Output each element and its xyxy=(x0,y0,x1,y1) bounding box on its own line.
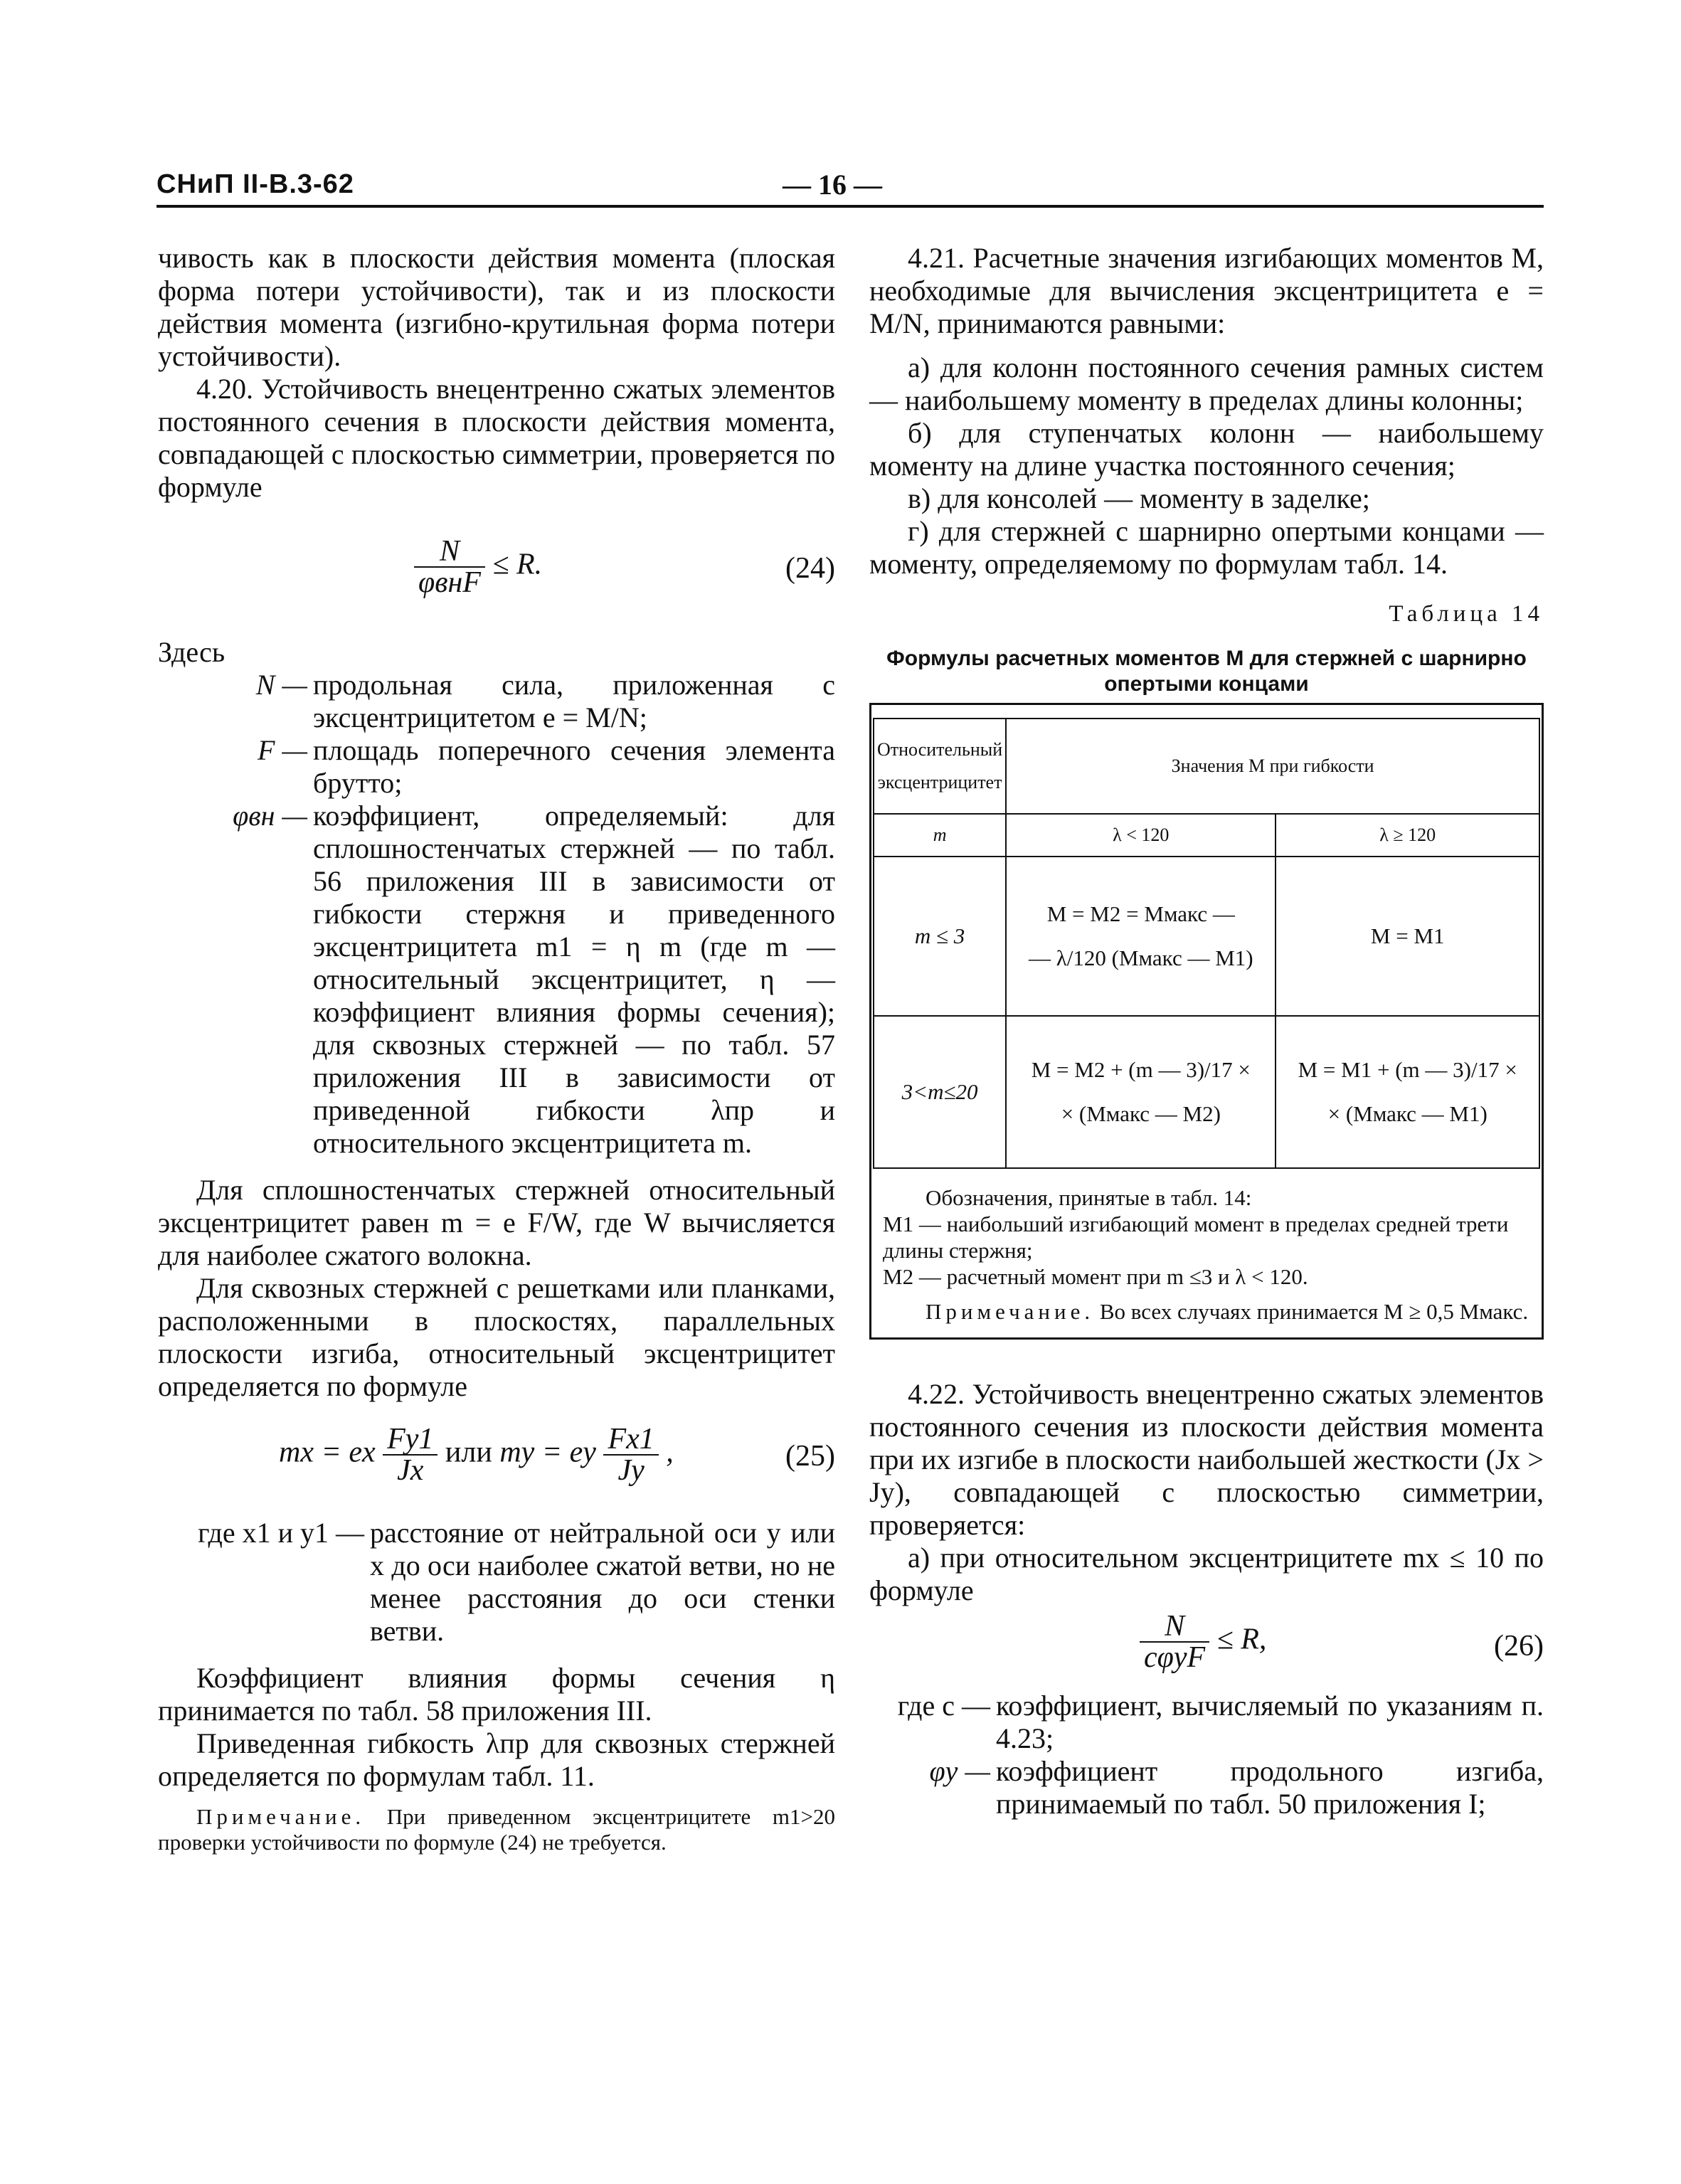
left-column xyxy=(158,242,835,1855)
header-rule xyxy=(157,205,1544,208)
table-header-cell: m xyxy=(874,814,1006,857)
table-caption: Таблица 14 xyxy=(1389,601,1544,627)
table-14 xyxy=(873,718,1540,1169)
definition-key: N — xyxy=(255,669,307,701)
definitions-24 xyxy=(158,636,835,1160)
formula-25-denominator-x: Jx xyxy=(397,1454,424,1487)
definition-text: коэффициент, определяемый: для сплошностенчатых стержней — по табл. 56 приложения III в зависимости от гибкости стержня и приведенного эксцентрицитета m1 = η m (где m — относительный эксцентрицитет, η — коэффициент влияния формы сечения); для сквозных стержней — по табл. 57 приложения III в зависимости от приведенной гибкости λпр и относительного эксцентрицитета m. xyxy=(313,800,835,1159)
table-header-cell: Значения M при гибкости xyxy=(1006,719,1539,814)
definition-key: где c — xyxy=(897,1690,990,1722)
formula-26-fraction xyxy=(1140,1611,1209,1673)
formula-26-denominator: cφyF xyxy=(1144,1641,1206,1674)
formula-25-numerator-x: Fy1 xyxy=(383,1424,438,1456)
table-note: M2 — расчетный момент при m ≤3 и λ < 120. xyxy=(883,1264,1308,1289)
list-item-g: г) для стержней с шарнирно опертыми концами — моменту, определяемому по формулам табл. 14. xyxy=(869,515,1544,580)
formula-25 xyxy=(158,1417,835,1495)
formula-25-or: или xyxy=(445,1436,492,1469)
table-cell-line: × (Mмакс — M1) xyxy=(1327,1101,1488,1126)
formula-24-fraction xyxy=(414,536,485,598)
paragraph-eta: Коэффициент влияния формы сечения η принимается по табл. 58 приложения III. xyxy=(158,1662,835,1727)
table-cell-line: M = M2 + (m — 3)/17 × xyxy=(1031,1057,1251,1082)
definition-c xyxy=(869,1690,1544,1755)
formula-26-number: (26) xyxy=(1494,1630,1544,1663)
formula-25-lhs-x: mx = ex xyxy=(279,1436,376,1469)
formula-24-denominator: φвнF xyxy=(418,566,481,599)
paragraph-lambda: Приведенная гибкость λпр для сквозных стержней определяется по формулам табл. 11. xyxy=(158,1727,835,1792)
table-remark xyxy=(883,1298,1530,1325)
paragraph-intro: чивость как в плоскости действия момента (плоская форма потери устойчивости), так и из плоскости действия момента (изгибно-крутильная форма потери устойчивости). xyxy=(158,242,835,372)
definition-key: F — xyxy=(258,734,307,766)
table-cell: 3<m≤20 xyxy=(874,1016,1006,1168)
table-14-box xyxy=(869,703,1544,1340)
table-header-cell: λ ≥ 120 xyxy=(1276,814,1539,857)
definition-key: φy — xyxy=(929,1755,990,1787)
page-number: — 16 — xyxy=(783,169,882,201)
formula-25-fraction-x xyxy=(383,1424,438,1485)
formula-26-rhs: ≤ R, xyxy=(1216,1623,1267,1656)
table-cell-line: M = M1 + (m — 3)/17 × xyxy=(1298,1057,1517,1082)
table-row xyxy=(874,857,1539,1016)
paragraph-4-21: 4.21. Расчетные значения изгибающих моментов M, необходимые для вычисления эксцентрицитета e = M/N, принимаются равными: xyxy=(869,242,1544,339)
definition-x1-y1 xyxy=(158,1517,835,1648)
definition-text: коэффициент продольного изгиба, принимаемый по табл. 50 приложения I; xyxy=(996,1755,1544,1820)
definition-key: где x1 и y1 — xyxy=(198,1517,364,1549)
table-notes-lead: Обозначения, принятые в табл. 14: xyxy=(926,1185,1252,1210)
table-cell-line: M = M1 xyxy=(1370,923,1445,948)
paragraph-case-a: а) при относительном эксцентрицитете mx ≤ 10 по формуле xyxy=(869,1542,1544,1606)
table-cell-line: × (Mмакс — M2) xyxy=(1061,1101,1221,1126)
table-title: Формулы расчетных моментов M для стержней с шарнирно опертыми концами xyxy=(886,647,1527,696)
definition-text: площадь поперечного сечения элемента брутто; xyxy=(313,734,835,799)
formula-25-end: , xyxy=(666,1436,674,1469)
definition-n xyxy=(158,669,835,734)
definition-f xyxy=(158,734,835,800)
paragraph-solid-rods: Для сплошностенчатых стержней относительный эксцентрицитет равен m = e F/W, где W вычисляется для наиболее сжатого волокна. xyxy=(158,1174,835,1271)
definition-text: коэффициент, вычисляемый по указаниям п. 4.23; xyxy=(996,1690,1544,1754)
table-cell: m ≤ 3 xyxy=(874,857,1006,1016)
table-cell-line: M = M2 = Mмакс — xyxy=(1046,901,1235,926)
formula-24-numerator: N xyxy=(414,536,485,568)
note-24 xyxy=(158,1804,835,1855)
formula-24-rhs: ≤ R. xyxy=(492,548,543,581)
paragraph-4-22: 4.22. Устойчивость внецентренно сжатых элементов постоянного сечения из плоскости действия момента при их изгибе в плоскости наибольшей жесткости (Jx > Jy), совпадающей с плоскостью симметрии, проверяется: xyxy=(869,1378,1544,1541)
table-remark-text: Во всех случаях принимается M ≥ 0,5 Mмакс. xyxy=(1099,1299,1529,1324)
formula-26-numerator: N xyxy=(1140,1611,1209,1643)
list-item-v: в) для консолей — моменту в заделке; xyxy=(908,482,1370,514)
definition-key: φвн — xyxy=(233,800,307,832)
table-row xyxy=(874,1016,1539,1168)
table-notes xyxy=(873,1169,1540,1327)
table-subheader-row xyxy=(874,814,1539,857)
list-item-b: б) для ступенчатых колонн — наибольшему моменту на длине участка постоянного сечения; xyxy=(869,417,1544,482)
table-remark-label: Примечание. xyxy=(926,1299,1095,1324)
definition-phi xyxy=(158,800,835,1160)
formula-25-numerator-y: Fx1 xyxy=(603,1424,658,1456)
formula-24-number: (24) xyxy=(785,552,835,585)
table-cell-line: — λ/120 (Mмакс — M1) xyxy=(1028,945,1253,970)
document-code: СНиП II-В.3-62 xyxy=(157,169,354,199)
right-column xyxy=(869,242,1544,1820)
table-header-cell: λ < 120 xyxy=(1006,814,1276,857)
table-note: M1 — наибольший изгибающий момент в пределах средней трети длины стержня; xyxy=(883,1212,1509,1263)
table-header-row xyxy=(874,719,1539,814)
paragraph-lattice-rods: Для сквозных стержней с решетками или планками, расположенными в плоскостях, параллельных плоскости изгиба, относительный эксцентрицитет определяется по формуле xyxy=(158,1272,835,1402)
table-cell xyxy=(1276,857,1539,1016)
note-label: Примечание. xyxy=(196,1804,366,1829)
formula-25-denominator-y: Jy xyxy=(617,1454,645,1487)
table-cell xyxy=(1006,857,1276,1016)
list-item-a: а) для колонн постоянного сечения рамных систем — наибольшему моменту в пределах длины колонны; xyxy=(869,351,1544,416)
paragraph-4-20: 4.20. Устойчивость внецентренно сжатых элементов постоянного сечения в плоскости действия момента, совпадающей с плоскостью симметрии, проверяется по формуле xyxy=(158,373,835,503)
table-header-cell: Относительный эксцентрицитет xyxy=(874,719,1006,814)
formula-26 xyxy=(869,1607,1544,1685)
formula-25-lhs-y: my = ey xyxy=(499,1436,596,1469)
definitions-lead: Здесь xyxy=(158,636,226,668)
formula-24 xyxy=(158,529,835,608)
formula-25-number: (25) xyxy=(785,1440,835,1473)
table-cell xyxy=(1276,1016,1539,1168)
table-cell xyxy=(1006,1016,1276,1168)
definition-text: расстояние от нейтральной оси y или x до оси наиболее сжатой ветви, но не менее расстояния до оси стенки ветви. xyxy=(370,1517,835,1647)
note-text: При приведенном эксцентрицитете m1>20 проверки устойчивости по формуле (24) не требуется. xyxy=(158,1804,835,1855)
definition-phi-y xyxy=(869,1755,1544,1820)
definition-text: продольная сила, приложенная с эксцентрицитетом e = M/N; xyxy=(313,669,835,733)
formula-25-fraction-y xyxy=(603,1424,658,1485)
